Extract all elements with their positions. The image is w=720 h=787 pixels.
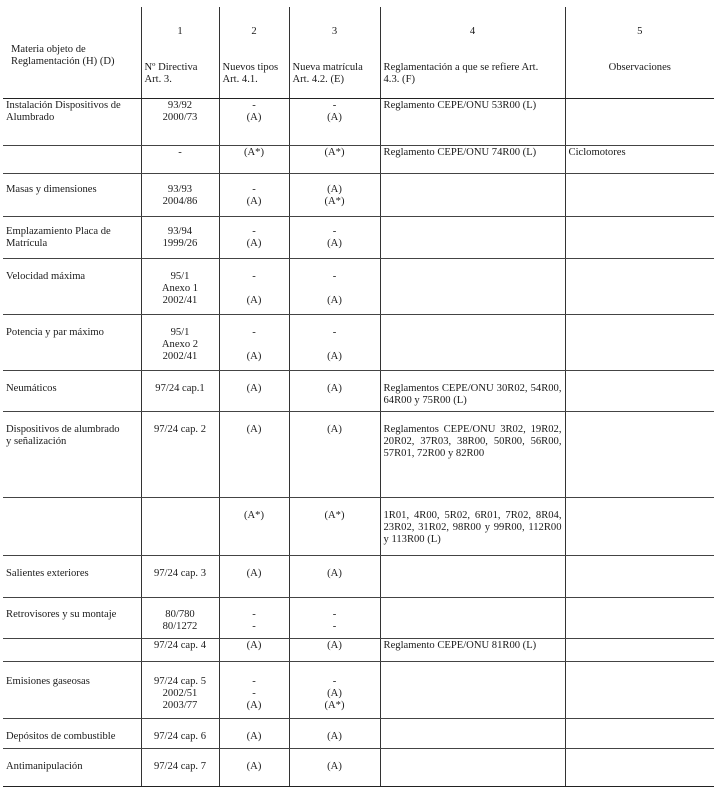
materia-cell: Neumáticos	[3, 371, 141, 412]
directiva-cell: 95/1 Anexo 1 2002/41	[141, 259, 219, 315]
regulation-document	[3, 7, 714, 787]
reglamentacion-cell	[380, 217, 565, 259]
reglamentacion-cell	[380, 259, 565, 315]
directiva-cell: 93/93 2004/86	[141, 174, 219, 217]
observaciones-cell	[565, 315, 714, 371]
table-row	[3, 217, 714, 259]
nuevos-tipos-cell: (A)	[219, 749, 289, 787]
nuevos-tipos-cell: - -	[219, 598, 289, 639]
reglamentacion-cell: Reglamento CEPE/ONU 53R00 (L)	[380, 99, 565, 146]
directiva-cell: 97/24 cap. 2	[141, 412, 219, 498]
nueva-matricula-cell: (A)	[289, 719, 380, 749]
nueva-matricula-cell: (A) (A*)	[289, 174, 380, 217]
reglamentacion-cell	[380, 719, 565, 749]
directiva-cell: 97/24 cap. 7	[141, 749, 219, 787]
nueva-matricula-cell: - (A)	[289, 217, 380, 259]
directiva-cell	[141, 498, 219, 556]
nuevos-tipos-cell: (A)	[219, 371, 289, 412]
reglamentacion-cell	[380, 749, 565, 787]
nueva-matricula-cell: - (A) (A*)	[289, 662, 380, 719]
directiva-cell: 93/92 2000/73	[141, 99, 219, 146]
materia-cell	[3, 639, 141, 662]
nueva-matricula-cell: - (A)	[289, 99, 380, 146]
observaciones-cell	[565, 217, 714, 259]
header-nuevos-tipos	[219, 7, 289, 99]
reglamentacion-cell: Reglamento CEPE/ONU 74R00 (L)	[380, 146, 565, 174]
column-title: Reglamentación a que se refiere Art. 4.3. (F)	[383, 62, 539, 85]
nueva-matricula-cell: (A)	[289, 749, 380, 787]
nuevos-tipos-cell: (A)	[219, 639, 289, 662]
header-materia	[3, 7, 141, 99]
table-row	[3, 412, 714, 498]
table-row	[3, 598, 714, 639]
column-title: Nuevos tipos Art. 4.1.	[222, 62, 279, 85]
nuevos-tipos-cell: (A*)	[219, 146, 289, 174]
table-row	[3, 719, 714, 749]
nueva-matricula-cell: (A*)	[289, 498, 380, 556]
observaciones-cell	[565, 412, 714, 498]
directiva-cell: 95/1 Anexo 2 2002/41	[141, 315, 219, 371]
observaciones-cell	[565, 719, 714, 749]
materia-cell: Salientes exteriores	[3, 556, 141, 598]
nueva-matricula-cell: (A)	[289, 371, 380, 412]
header-row	[3, 7, 714, 99]
materia-cell: Instalación Dispositivos de Alumbrado	[3, 99, 141, 146]
materia-cell	[3, 498, 141, 556]
nuevos-tipos-cell: (A)	[219, 719, 289, 749]
nueva-matricula-cell: (A*)	[289, 146, 380, 174]
directiva-cell: 97/24 cap. 3	[141, 556, 219, 598]
regulation-table	[3, 7, 714, 787]
observaciones-cell	[565, 371, 714, 412]
directiva-cell: 93/94 1999/26	[141, 217, 219, 259]
reglamentacion-cell	[380, 662, 565, 719]
directiva-cell: 80/780 80/1272	[141, 598, 219, 639]
table-row	[3, 174, 714, 217]
nuevos-tipos-cell: (A)	[219, 556, 289, 598]
nuevos-tipos-cell: - (A)	[219, 315, 289, 371]
reglamentacion-cell	[380, 315, 565, 371]
nuevos-tipos-cell: - (A)	[219, 99, 289, 146]
header-reglamentacion	[380, 7, 565, 99]
directiva-cell: -	[141, 146, 219, 174]
column-number: 3	[331, 26, 338, 37]
nuevos-tipos-cell: - (A)	[219, 174, 289, 217]
column-number: 5	[637, 26, 643, 37]
observaciones-cell	[565, 99, 714, 146]
materia-cell: Antimanipulación	[3, 749, 141, 787]
column-title: Observaciones	[608, 62, 671, 73]
reglamentacion-cell: Reglamentos CEPE/ONU 3R02, 19R02, 20R02, 37R03, 38R00, 50R00, 56R00, 57R01, 72R00 y 82R00	[380, 412, 565, 498]
column-number: 2	[251, 26, 257, 37]
reglamentacion-cell: 1R01, 4R00, 5R02, 6R01, 7R02, 8R04, 23R02, 31R02, 98R00 y 99R00, 112R00 y 113R00 (L)	[380, 498, 565, 556]
directiva-cell: 97/24 cap. 5 2002/51 2003/77	[141, 662, 219, 719]
materia-cell: Potencia y par máximo	[3, 315, 141, 371]
materia-cell	[3, 146, 141, 174]
materia-cell: Depósitos de combustible	[3, 719, 141, 749]
observaciones-cell	[565, 639, 714, 662]
observaciones-cell	[565, 174, 714, 217]
column-number: 1	[177, 26, 183, 37]
table-row	[3, 662, 714, 719]
reglamentacion-cell: Reglamento CEPE/ONU 81R00 (L)	[380, 639, 565, 662]
nuevos-tipos-cell: - (A)	[219, 259, 289, 315]
column-title: Materia objeto de Reglamentación (H) (D)	[11, 44, 115, 67]
table-row	[3, 371, 714, 412]
column-number: 4	[469, 26, 476, 37]
nueva-matricula-cell: - (A)	[289, 259, 380, 315]
column-title: Nº Directiva Art. 3.	[144, 62, 198, 85]
table-row	[3, 259, 714, 315]
observaciones-cell	[565, 749, 714, 787]
reglamentacion-cell: Reglamentos CEPE/ONU 30R02, 54R00, 64R00 y 75R00 (L)	[380, 371, 565, 412]
table-row	[3, 146, 714, 174]
nuevos-tipos-cell: - (A)	[219, 217, 289, 259]
materia-cell: Velocidad máxima	[3, 259, 141, 315]
reglamentacion-cell	[380, 174, 565, 217]
observaciones-cell	[565, 662, 714, 719]
observaciones-cell: Ciclomotores	[565, 146, 714, 174]
nueva-matricula-cell: - (A)	[289, 315, 380, 371]
materia-cell: Retrovisores y su montaje	[3, 598, 141, 639]
materia-cell: Emplazamiento Placa de Matrícula	[3, 217, 141, 259]
table-row	[3, 99, 714, 146]
table-row	[3, 556, 714, 598]
nuevos-tipos-cell: (A)	[219, 412, 289, 498]
table-row	[3, 749, 714, 787]
header-observaciones	[565, 7, 714, 99]
column-title: Nueva matrícula Art. 4.2. (E)	[292, 62, 363, 85]
reglamentacion-cell	[380, 598, 565, 639]
table-row	[3, 315, 714, 371]
header-directiva	[141, 7, 219, 99]
directiva-cell: 97/24 cap. 4	[141, 639, 219, 662]
reglamentacion-cell	[380, 556, 565, 598]
directiva-cell: 97/24 cap.1	[141, 371, 219, 412]
nueva-matricula-cell: (A)	[289, 556, 380, 598]
nueva-matricula-cell: - -	[289, 598, 380, 639]
observaciones-cell	[565, 498, 714, 556]
directiva-cell: 97/24 cap. 6	[141, 719, 219, 749]
nueva-matricula-cell: (A)	[289, 639, 380, 662]
nuevos-tipos-cell: (A*)	[219, 498, 289, 556]
materia-cell: Emisiones gaseosas	[3, 662, 141, 719]
header-nueva-matricula	[289, 7, 380, 99]
table-row	[3, 498, 714, 556]
observaciones-cell	[565, 259, 714, 315]
observaciones-cell	[565, 598, 714, 639]
table-row	[3, 639, 714, 662]
nuevos-tipos-cell: - - (A)	[219, 662, 289, 719]
nueva-matricula-cell: (A)	[289, 412, 380, 498]
observaciones-cell	[565, 556, 714, 598]
materia-cell: Masas y dimensiones	[3, 174, 141, 217]
materia-cell: Dispositivos de alumbrado y señalización	[3, 412, 141, 498]
